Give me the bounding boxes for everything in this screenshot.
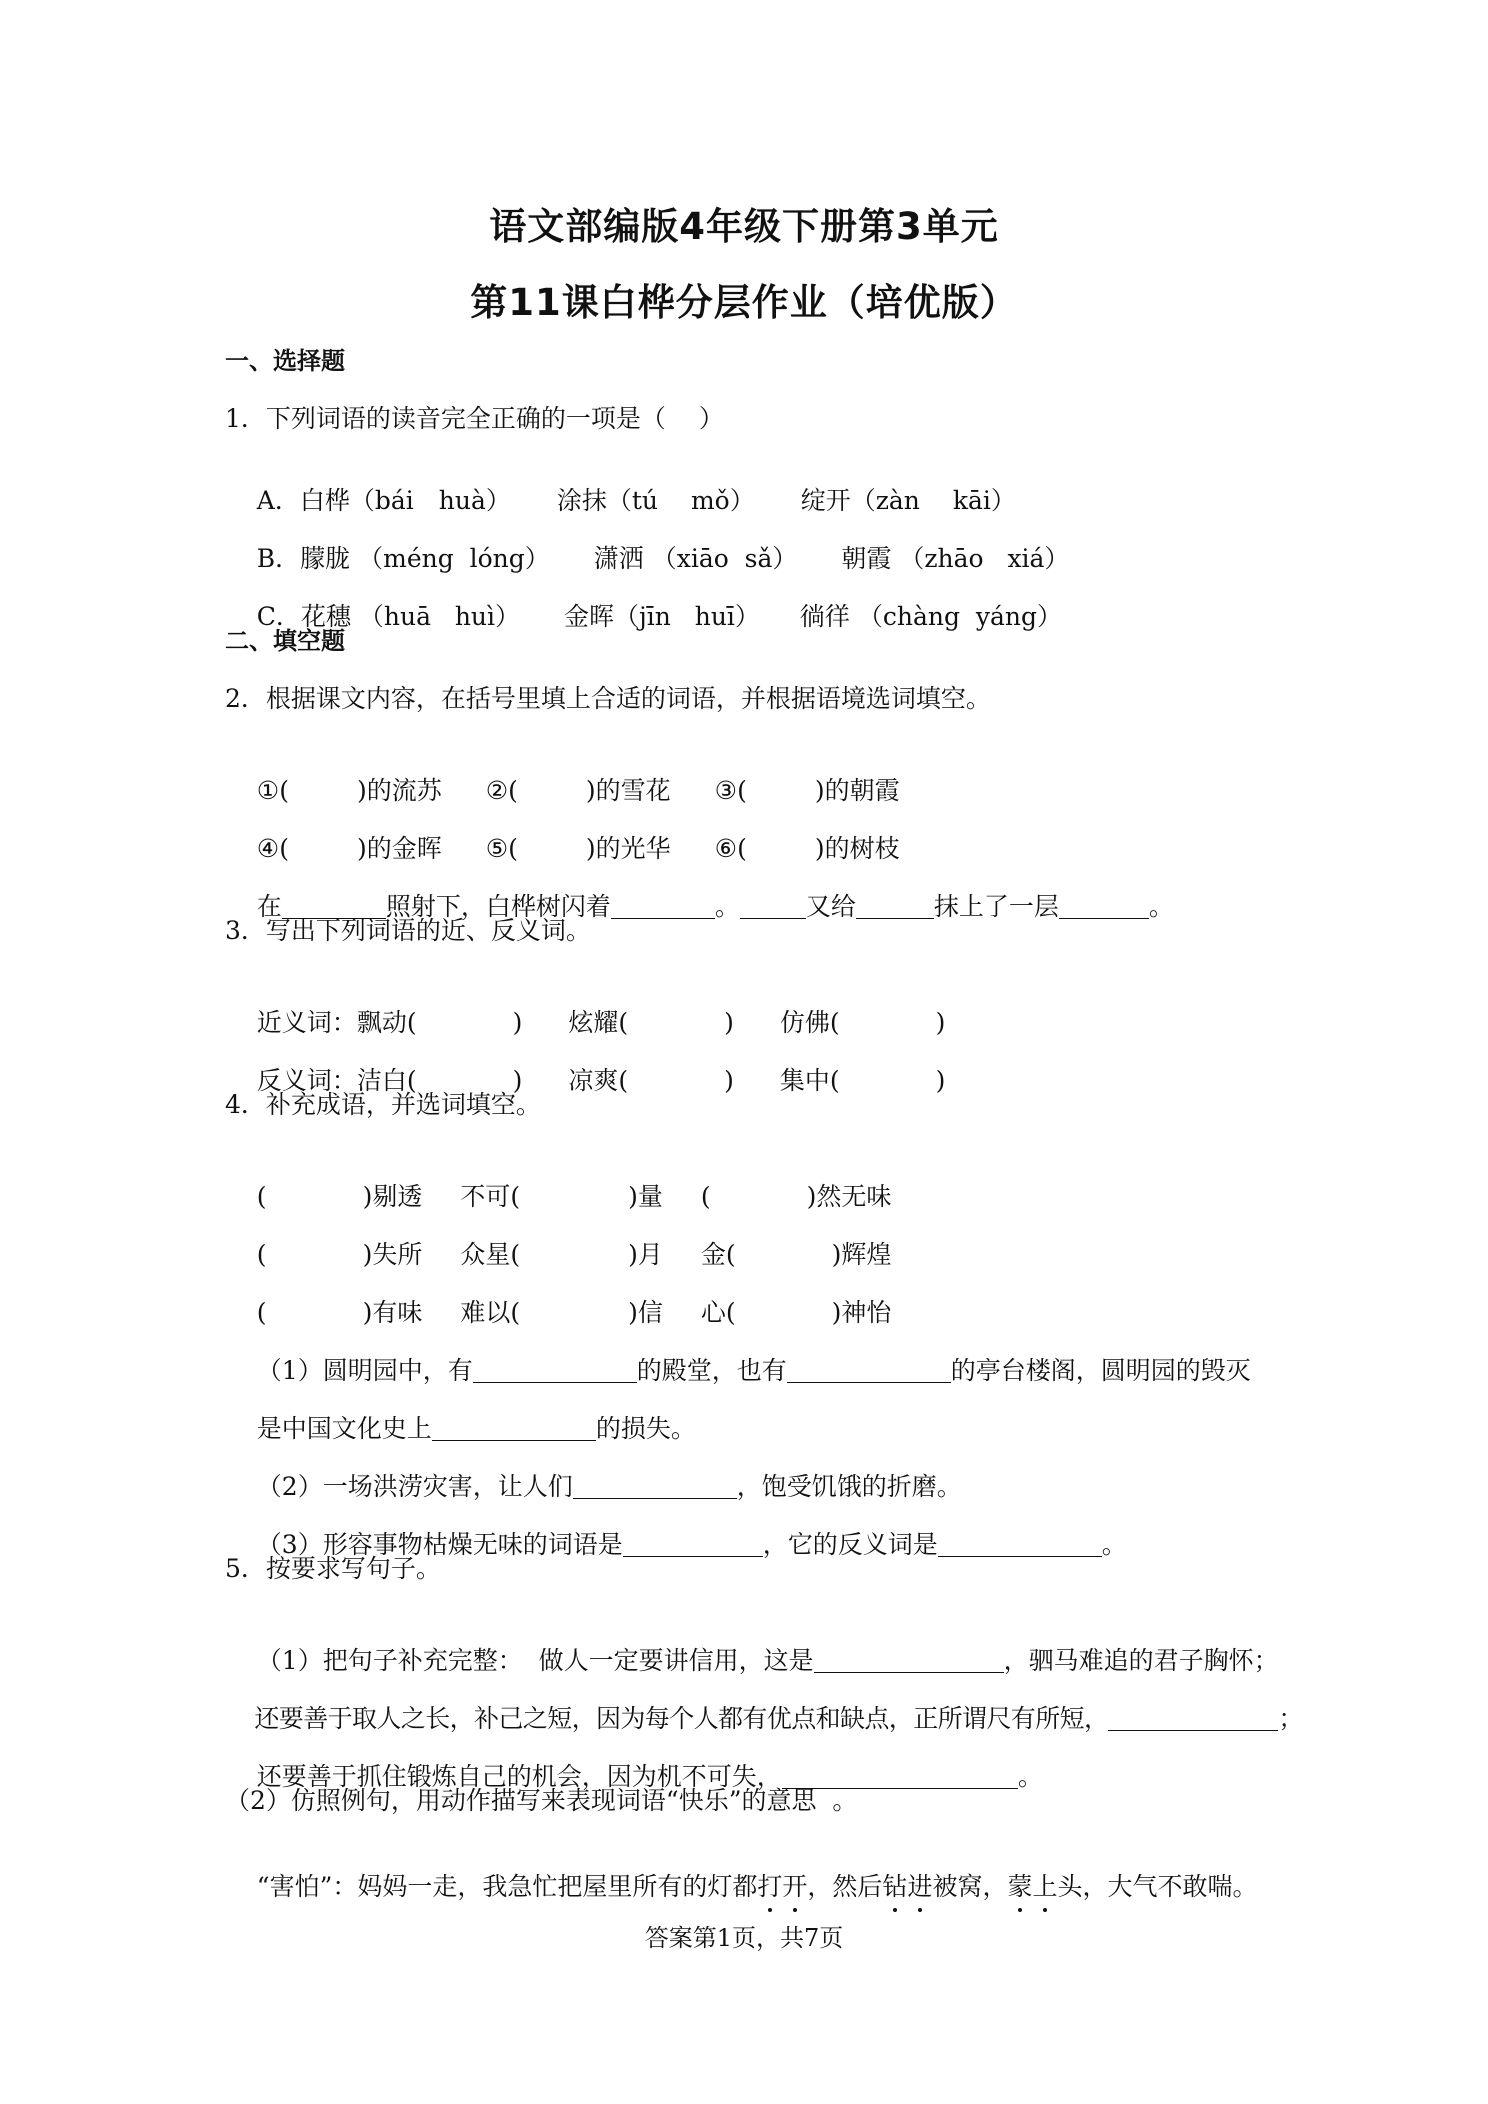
emphasis-dot-char: 开 (782, 1870, 807, 1904)
emphasized-word (1007, 1872, 1057, 1901)
question-5-sentence-1: （1）把句子补充完整： 做人一定要讲信用，这是 ，驷马难追的君子胸怀； (256, 1646, 1279, 1675)
idiom-row-1: ( )剔透 不可( )量 ( )然无味 (256, 1182, 892, 1211)
emphasis-dot-char: 进 (907, 1870, 932, 1904)
question-2-row-1: ①( )的流苏 ②( )的雪花 ③( )的朝霞 (256, 776, 900, 805)
emphasized-word (882, 1872, 932, 1901)
synonym-row: 近义词：飘动( ) 炫耀( ) 仿佛( ) (256, 1008, 946, 1037)
section-heading-fill: 二、填空题 (225, 627, 345, 655)
page-title: 语文部编版4年级下册第3单元 (489, 205, 999, 248)
emphasis-dot-char: 上 (1032, 1870, 1057, 1904)
answer-blank[interactable] (611, 892, 715, 919)
page-subtitle: 第11课白桦分层作业（培优版） (470, 281, 1018, 324)
question-4-sentence-1-cont: 是中国文化史上 的损失。 (256, 1414, 696, 1443)
antonym-row: 反义词：洁白( ) 凉爽( ) 集中( ) (256, 1066, 946, 1095)
question-3-stem: 3．写出下列词语的近、反义词。 (225, 916, 591, 945)
emphasized-word (757, 1872, 807, 1901)
answer-blank[interactable] (856, 892, 934, 919)
answer-blank[interactable] (740, 892, 806, 919)
emphasis-dot-char: 打 (757, 1870, 782, 1904)
answer-blank[interactable] (1108, 1704, 1278, 1731)
question-5-sentence-1-line-2: 还要善于取人之长，补己之短，因为每个人都有优点和缺点，正所谓尺有所短， ； (254, 1704, 1303, 1733)
question-4-sentence-1: （1）圆明园中，有 的殿堂，也有 的亭台楼阁，圆明园的毁灭 (256, 1356, 1251, 1385)
option-label: C． (256, 602, 301, 631)
question-5-sentence-1-line-3: 还要善于抓住锻炼自己的机会，因为机不可失， 。 (256, 1762, 1043, 1791)
question-4-stem: 4．补充成语，并选词填空。 (225, 1090, 541, 1119)
question-4-sentence-3: （3）形容事物枯燥无味的词语是 ，它的反义词是 。 (256, 1530, 1127, 1559)
emphasis-dot-char: 钻 (882, 1870, 907, 1904)
question-2-stem: 2．根据课文内容，在括号里填上合适的词语，并根据语境选词填空。 (225, 684, 991, 713)
answer-blank[interactable] (623, 1530, 763, 1557)
option-b: B．朦胧 （méng lóng） 潇洒 （xiāo sǎ） 朝霞 （zhāo xiá） (256, 544, 1070, 573)
question-1-stem: 1．下列词语的读音完全正确的一项是（ ） (225, 404, 724, 433)
question-2-row-2: ④( )的金晖 ⑤( )的光华 ⑥( )的树枝 (256, 834, 900, 863)
option-c: C．花穗 （huā huì） 金晖（jīn huī） 徜徉 （chàng yáng） (256, 602, 1063, 631)
emphasis-dot-char: 蒙 (1007, 1870, 1032, 1904)
question-5-stem: 5．按要求写句子。 (225, 1554, 441, 1583)
option-a: A．白桦（bái huà） 涂抹（tú mǒ） 绽开（zàn kāi） (256, 486, 1016, 515)
option-label: A． (256, 486, 300, 515)
page-footer: 答案第1页，共7页 (644, 1924, 844, 1952)
question-5-sentence-2: （2）仿照例句，用动作描写来表现词语“快乐”的意思 。 (225, 1786, 858, 1815)
answer-blank[interactable] (938, 1530, 1102, 1557)
answer-blank[interactable] (1059, 892, 1149, 919)
question-2-sentence: 在 照射下，白桦树闪着 。 又给 抹上了一层 。 (256, 892, 1174, 921)
idiom-row-2: ( )失所 众星( )月 金( )辉煌 (256, 1240, 892, 1269)
idiom-row-3: ( )有味 难以( )信 心( )神怡 (256, 1298, 892, 1327)
section-heading-choice: 一、选择题 (225, 347, 345, 375)
question-4-sentence-2: （2）一场洪涝灾害，让人们 ，饱受饥饿的折磨。 (256, 1472, 962, 1501)
example-sentence: “害怕”：妈妈一走，我急忙把屋里所有的灯都打开，然后钻进被窝，蒙上头，大气不敢喘。 (225, 1836, 1258, 1938)
answer-blank[interactable] (787, 1356, 951, 1383)
option-label: B． (256, 544, 301, 573)
